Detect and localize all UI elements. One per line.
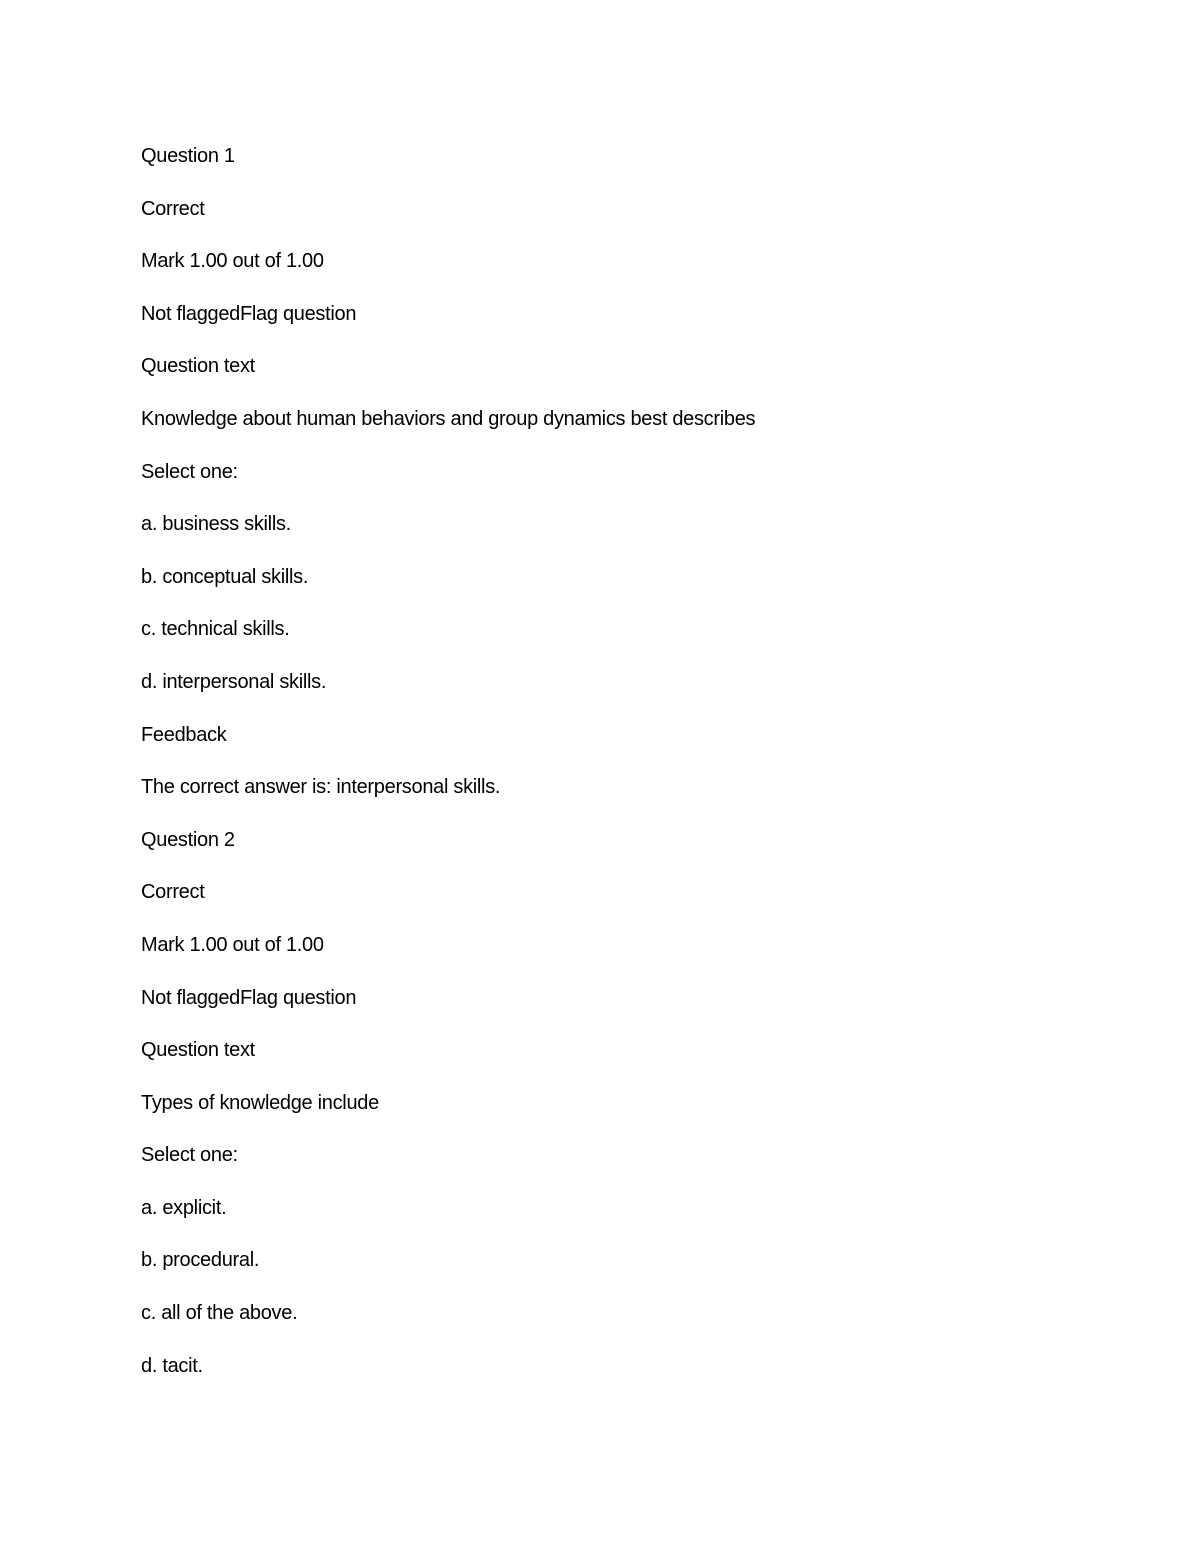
select-one-label: Select one: bbox=[141, 460, 238, 483]
answer-option-c: c. all of the above. bbox=[141, 1302, 298, 1325]
answer-option-a: a. explicit. bbox=[141, 1196, 227, 1219]
question-mark: Mark 1.00 out of 1.00 bbox=[141, 933, 324, 956]
question-prompt: Types of knowledge include bbox=[141, 1091, 379, 1114]
answer-option-d: d. tacit. bbox=[141, 1354, 203, 1377]
question-text-label: Question text bbox=[141, 1039, 255, 1062]
question-text-label: Question text bbox=[141, 355, 255, 378]
answer-option-a: a. business skills. bbox=[141, 513, 291, 536]
question-heading: Question 2 bbox=[141, 828, 235, 851]
answer-option-b: b. conceptual skills. bbox=[141, 565, 309, 588]
question-mark: Mark 1.00 out of 1.00 bbox=[141, 250, 324, 273]
answer-option-c: c. technical skills. bbox=[141, 618, 290, 641]
flag-question-link[interactable]: Not flaggedFlag question bbox=[141, 986, 357, 1009]
select-one-label: Select one: bbox=[141, 1144, 238, 1167]
question-state: Correct bbox=[141, 197, 205, 220]
answer-option-b: b. procedural. bbox=[141, 1249, 260, 1272]
flag-question-link[interactable]: Not flaggedFlag question bbox=[141, 302, 357, 325]
question-heading: Question 1 bbox=[141, 145, 235, 167]
question-state: Correct bbox=[141, 881, 205, 904]
answer-option-d: d. interpersonal skills. bbox=[141, 670, 327, 693]
feedback-label: Feedback bbox=[141, 723, 227, 746]
question-prompt: Knowledge about human behaviors and group dynamics best describes bbox=[141, 407, 756, 430]
document-content bbox=[141, 142, 1141, 1404]
feedback-text: The correct answer is: interpersonal skills. bbox=[141, 776, 501, 799]
